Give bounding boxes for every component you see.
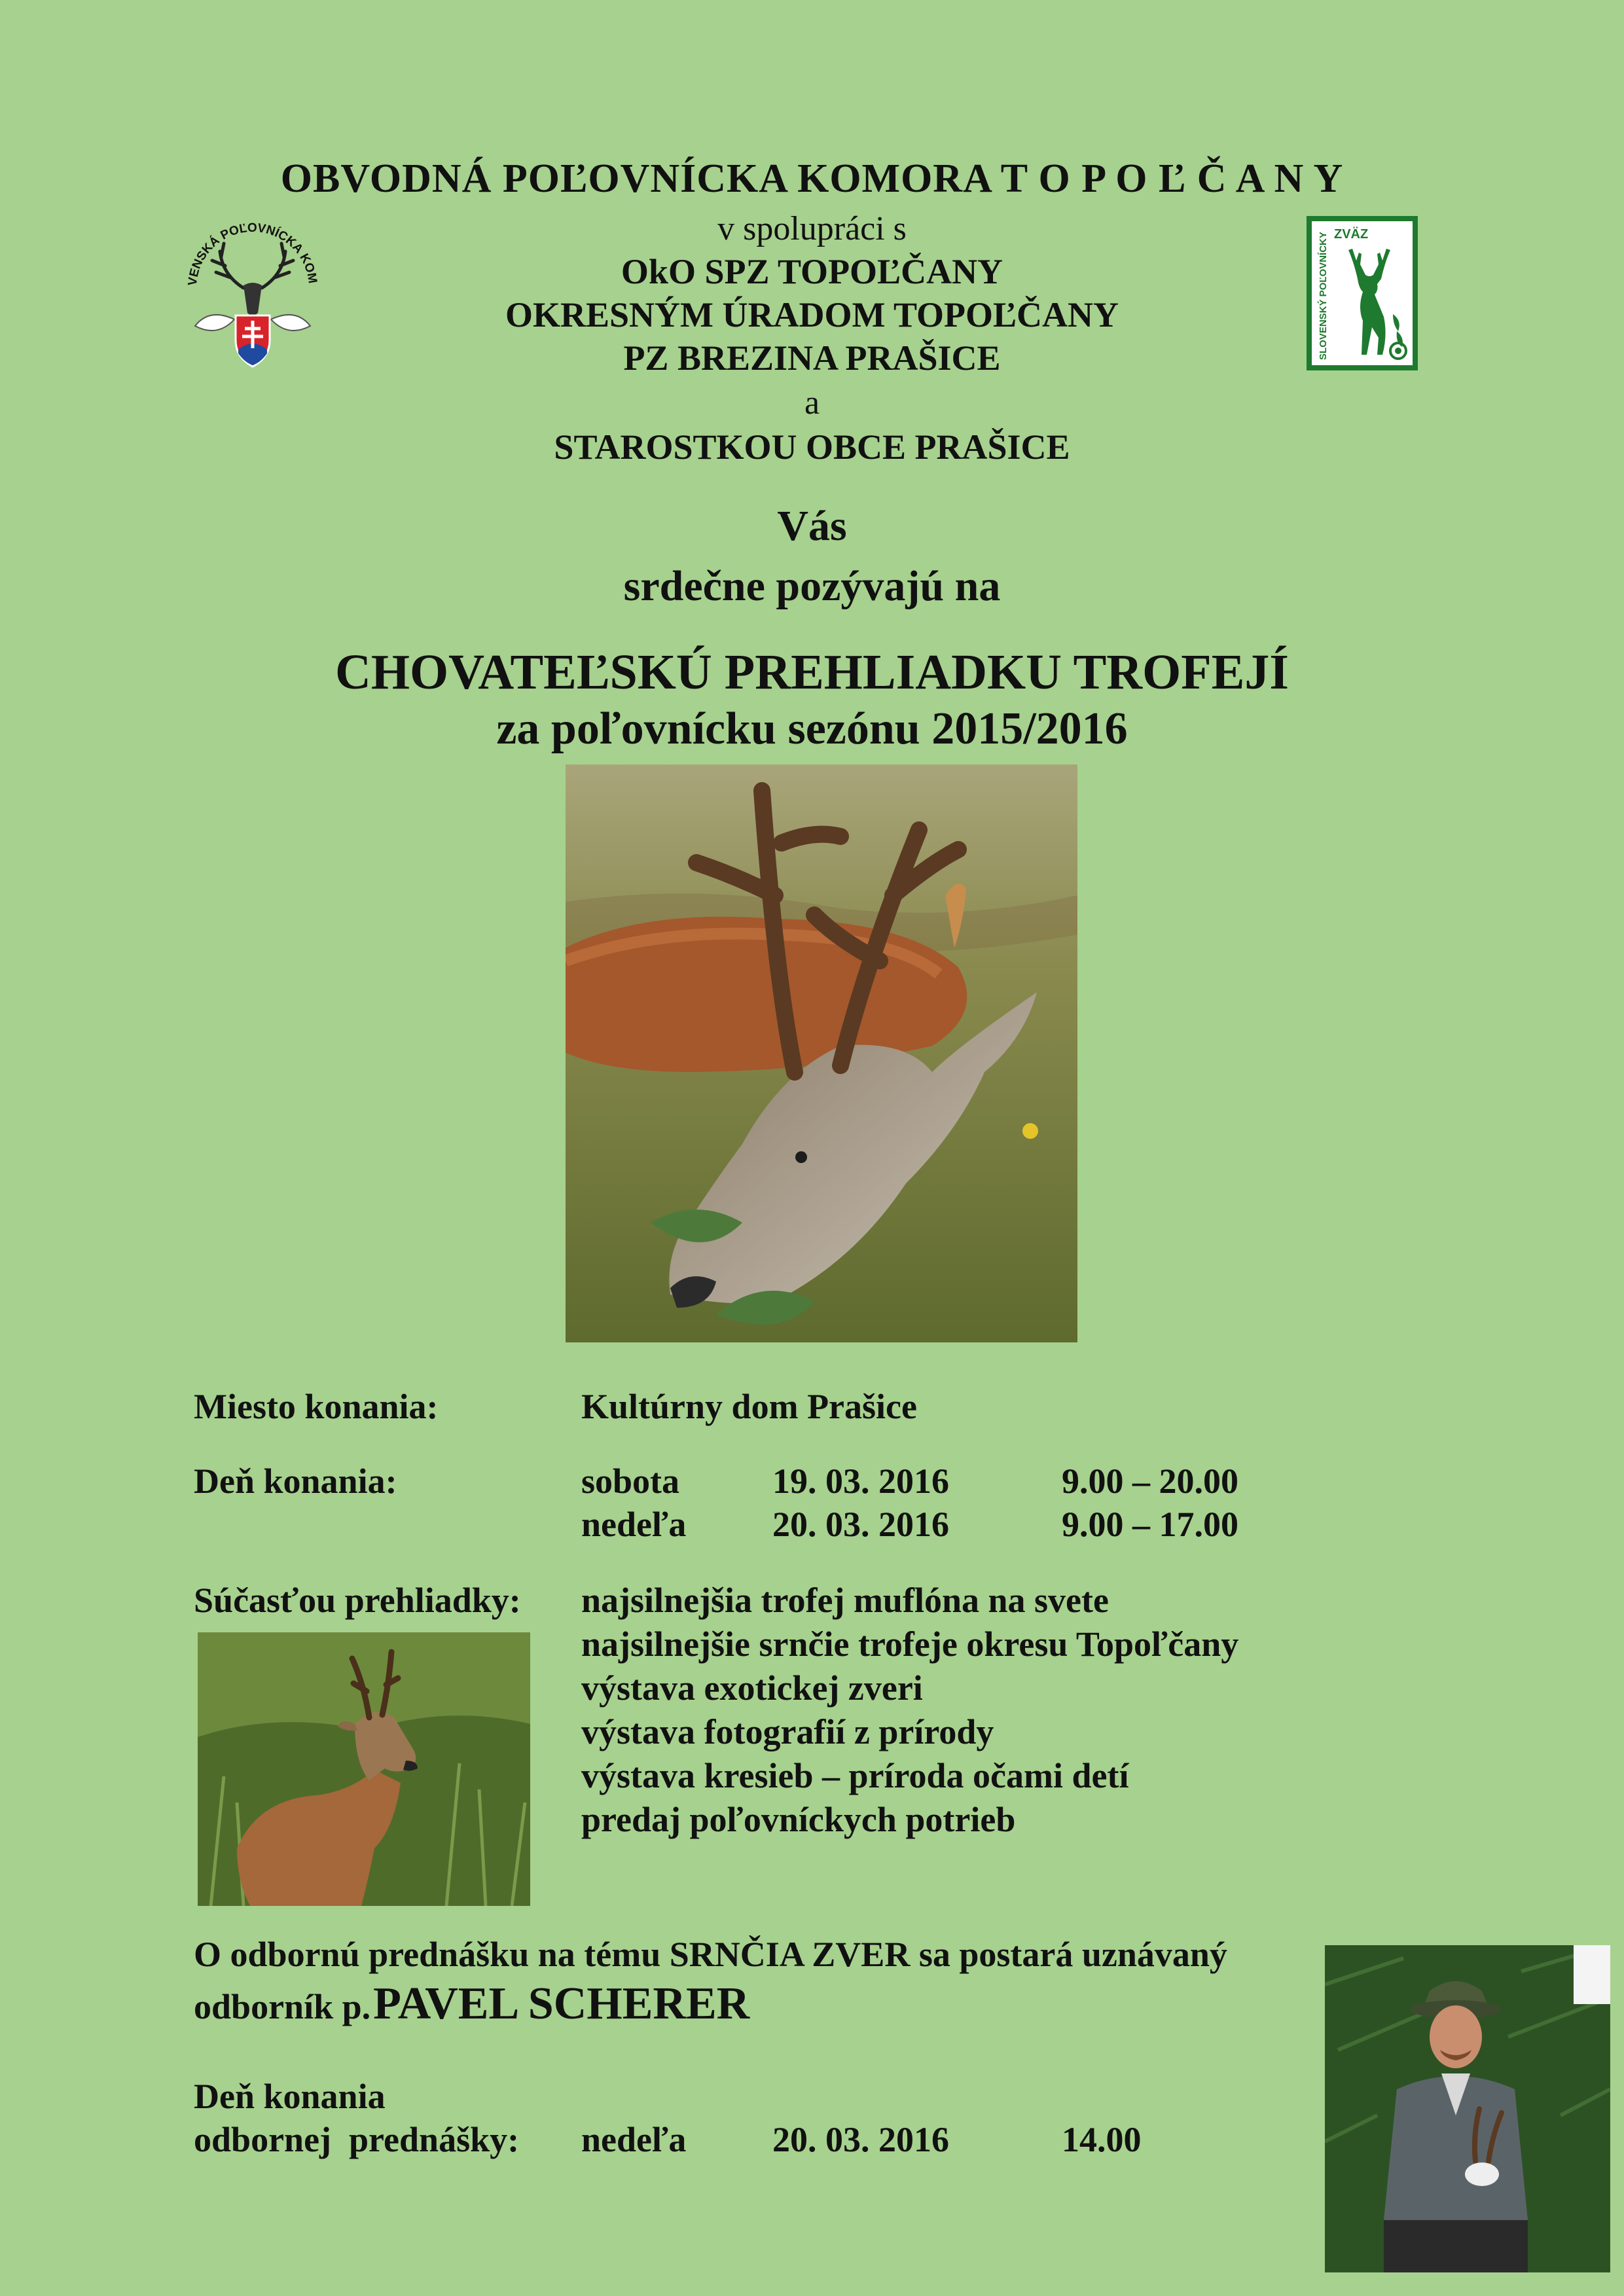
- venue-value: Kultúrny dom Prašice: [581, 1387, 917, 1426]
- date-time-1: 9.00 – 20.00: [1062, 1462, 1238, 1501]
- partner-4: STAROSTKOU OBCE PRAŠICE: [554, 427, 1070, 467]
- date-time-2: 9.00 – 17.00: [1062, 1505, 1238, 1544]
- date-date-2: 20. 03. 2016: [772, 1505, 949, 1544]
- cooperation-text: v spolupráci s: [717, 210, 907, 247]
- lecture-speaker-prefix: odborník p.: [194, 1987, 371, 2026]
- lecture-date-label-2: odbornej prednášky:: [194, 2120, 520, 2159]
- lecture-speaker-line: [194, 1978, 749, 2030]
- lecture-date: 20. 03. 2016: [772, 2120, 949, 2159]
- program-item-2: najsilnejšie srnčie trofeje okresu Topoľčany: [581, 1624, 1239, 1664]
- partner-1: OkO SPZ TOPOĽČANY: [621, 252, 1003, 291]
- event-season: za poľovnícku sezónu 2015/2016: [496, 704, 1128, 754]
- program-item-6: predaj poľovníckych potrieb: [581, 1800, 1016, 1839]
- svg-text:ZVÄZ: ZVÄZ: [1334, 227, 1369, 242]
- invitation-text: srdečne pozývajú na: [623, 562, 1001, 610]
- organizer-title: OBVODNÁ POĽOVNÍCKA KOMORA T O P O Ľ Č A N Y: [280, 156, 1344, 201]
- program-item-5: výstava kresieb – príroda očami detí: [581, 1756, 1129, 1795]
- conjunction-text: a: [804, 384, 820, 422]
- venue-label: Miesto konania:: [194, 1387, 439, 1426]
- lecture-speaker-name: PAVEL SCHERER: [373, 1979, 750, 2029]
- lecture-intro: O odbornú prednášku na tému SRNČIA ZVER sa postará uznávaný: [194, 1935, 1227, 1974]
- program-item-1: najsilnejšia trofej muflóna na svete: [581, 1581, 1109, 1620]
- date-day-2: nedeľa: [581, 1505, 687, 1544]
- svg-text:SLOVENSKÁ POĽOVNÍCKA KOMORA: VENSKÁ POĽOVNÍCKA KOM: [185, 221, 319, 287]
- spz-logo: [1307, 216, 1418, 370]
- program-item-4: výstava fotografií z prírody: [581, 1712, 994, 1751]
- lecture-day: nedeľa: [581, 2120, 687, 2159]
- lecture-time: 14.00: [1062, 2120, 1142, 2159]
- program-label: Súčasťou prehliadky:: [194, 1581, 521, 1620]
- roe-buck-photo: [198, 1632, 530, 1906]
- invitation-you: Vás: [777, 502, 847, 550]
- date-day-1: sobota: [581, 1462, 680, 1501]
- main-trophy-photo: [566, 764, 1077, 1342]
- date-label: Deň konania:: [194, 1462, 397, 1501]
- svg-text:SLOVENSKÝ POĽOVNÍCKY: SLOVENSKÝ POĽOVNÍCKY: [1318, 232, 1329, 360]
- date-date-1: 19. 03. 2016: [772, 1462, 949, 1501]
- speaker-photo: [1325, 1945, 1610, 2272]
- partner-3: PZ BREZINA PRAŠICE: [623, 338, 1001, 378]
- program-item-3: výstava exotickej zveri: [581, 1668, 923, 1708]
- lecture-date-label-1: Deň konania: [194, 2077, 386, 2116]
- event-title: CHOVATEĽSKÚ PREHLIADKU TROFEJÍ: [335, 645, 1289, 700]
- spk-logo: [183, 209, 322, 374]
- partner-2: OKRESNÝM ÚRADOM TOPOĽČANY: [505, 295, 1119, 334]
